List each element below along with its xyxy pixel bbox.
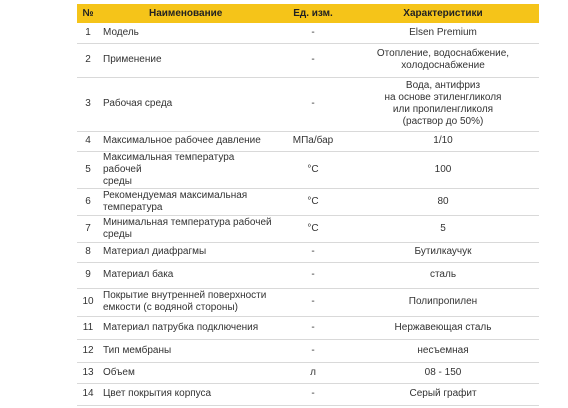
parameter-name-line: Рекомендуемая максимальная	[103, 189, 248, 201]
row-number: 5	[77, 151, 99, 188]
parameter-name	[99, 188, 279, 215]
parameter-name	[99, 77, 279, 131]
characteristic-value	[347, 77, 539, 131]
parameter-name-line: Рабочая среда	[103, 98, 173, 109]
characteristic-value	[347, 383, 539, 405]
characteristic-value-line: 1/10	[433, 135, 453, 146]
parameter-name-line: Тип мембраны	[103, 344, 172, 356]
parameter-name-line: Материал бака	[103, 269, 174, 280]
parameter-name	[99, 339, 279, 362]
characteristic-value	[347, 131, 539, 151]
characteristic-value	[347, 151, 539, 188]
characteristic-value-line: 100	[434, 163, 452, 175]
parameter-name-line: Покрытие внутренней поверхности	[103, 290, 267, 301]
characteristic-value	[347, 23, 539, 43]
row-number: 8	[77, 242, 99, 262]
parameter-name-line: Объем	[103, 366, 135, 378]
specifications-table	[77, 4, 539, 406]
table-row	[77, 188, 539, 215]
parameter-name	[99, 262, 279, 288]
characteristic-value-line: или пропиленгликоля	[392, 104, 494, 115]
parameter-name	[99, 288, 279, 316]
characteristic-value-line: (раствор до 50%)	[402, 116, 484, 127]
row-number: 11	[77, 316, 99, 339]
characteristic-value-line: 5	[440, 222, 446, 234]
characteristic-value-line: на основе этиленгликоля	[384, 92, 502, 103]
table-row	[77, 215, 539, 242]
header-number: №	[77, 4, 99, 23]
characteristic-value-line: 80	[437, 195, 449, 207]
unit: -	[279, 383, 347, 405]
parameter-name	[99, 383, 279, 405]
parameter-name-line: температура	[103, 201, 163, 213]
table-row	[77, 316, 539, 339]
unit: -	[279, 339, 347, 362]
characteristic-value	[347, 339, 539, 362]
unit: -	[279, 242, 347, 262]
characteristic-value	[347, 188, 539, 215]
parameter-name-line: Цвет покрытия корпуса	[103, 388, 212, 399]
characteristic-value	[347, 215, 539, 242]
table-row	[77, 383, 539, 405]
table-body	[77, 23, 539, 405]
characteristic-value-line: Бутилкаучук	[414, 246, 472, 257]
table-row	[77, 339, 539, 362]
characteristic-value-line: сталь	[429, 269, 457, 280]
table-row	[77, 77, 539, 131]
characteristic-value	[347, 288, 539, 316]
characteristic-value	[347, 262, 539, 288]
characteristic-value	[347, 362, 539, 383]
characteristic-value-line: Вода, антифриз	[405, 80, 481, 91]
characteristic-value-line: несъемная	[417, 344, 469, 356]
parameter-name	[99, 242, 279, 262]
table-row	[77, 151, 539, 188]
row-number: 4	[77, 131, 99, 151]
parameter-name	[99, 23, 279, 43]
characteristic-value-line: 08 - 150	[424, 366, 462, 378]
table-row	[77, 242, 539, 262]
row-number: 7	[77, 215, 99, 242]
characteristic-value	[347, 242, 539, 262]
characteristic-value	[347, 316, 539, 339]
header-name: Наименование	[99, 4, 279, 23]
unit: -	[279, 77, 347, 131]
parameter-name-line: Материал диафрагмы	[103, 246, 207, 257]
row-number: 10	[77, 288, 99, 316]
table-row	[77, 262, 539, 288]
parameter-name-line: среды	[103, 228, 132, 240]
parameter-name-line: Минимальная температура рабочей	[103, 216, 272, 228]
row-number: 3	[77, 77, 99, 131]
unit: л	[279, 362, 347, 383]
parameter-name-line: среды	[103, 175, 132, 187]
parameter-name	[99, 131, 279, 151]
row-number: 9	[77, 262, 99, 288]
table-row	[77, 43, 539, 77]
unit: °С	[279, 188, 347, 215]
parameter-name-line: Модель	[103, 26, 139, 38]
row-number: 12	[77, 339, 99, 362]
unit: -	[279, 43, 347, 77]
unit: МПа/бар	[279, 131, 347, 151]
table-row	[77, 362, 539, 383]
parameter-name	[99, 43, 279, 77]
parameter-name-line: Применение	[103, 54, 162, 65]
unit: -	[279, 316, 347, 339]
parameter-name	[99, 316, 279, 339]
table-row	[77, 23, 539, 43]
unit: -	[279, 288, 347, 316]
row-number: 14	[77, 383, 99, 405]
parameter-name-line: Максимальное рабочее давление	[103, 135, 261, 146]
unit: °С	[279, 151, 347, 188]
parameter-name-line: емкости (с водяной стороны)	[103, 302, 238, 313]
parameter-name-line: Материал патрубка подключения	[103, 321, 259, 333]
unit: °С	[279, 215, 347, 242]
table-row	[77, 131, 539, 151]
characteristic-value-line: Отопление, водоснабжение,	[376, 48, 510, 59]
parameter-name-line: Максимальная температура рабочей	[103, 151, 235, 175]
unit: -	[279, 262, 347, 288]
unit: -	[279, 23, 347, 43]
characteristic-value-line: Elsen Premium	[409, 26, 477, 38]
header-characteristics: Характеристики	[347, 4, 539, 23]
row-number: 13	[77, 362, 99, 383]
parameter-name	[99, 215, 279, 242]
characteristic-value-line: Нержавеющая сталь	[394, 321, 492, 333]
row-number: 6	[77, 188, 99, 215]
row-number: 2	[77, 43, 99, 77]
table-row	[77, 288, 539, 316]
header-unit: Ед. изм.	[279, 4, 347, 23]
row-number: 1	[77, 23, 99, 43]
characteristic-value-line: Полипропилен	[408, 296, 478, 307]
table-header-row	[77, 4, 539, 23]
parameter-name	[99, 362, 279, 383]
parameter-name	[99, 151, 279, 188]
characteristic-value	[347, 43, 539, 77]
characteristic-value-line: холодоснабжение	[401, 60, 485, 71]
characteristic-value-line: Серый графит	[409, 388, 477, 399]
